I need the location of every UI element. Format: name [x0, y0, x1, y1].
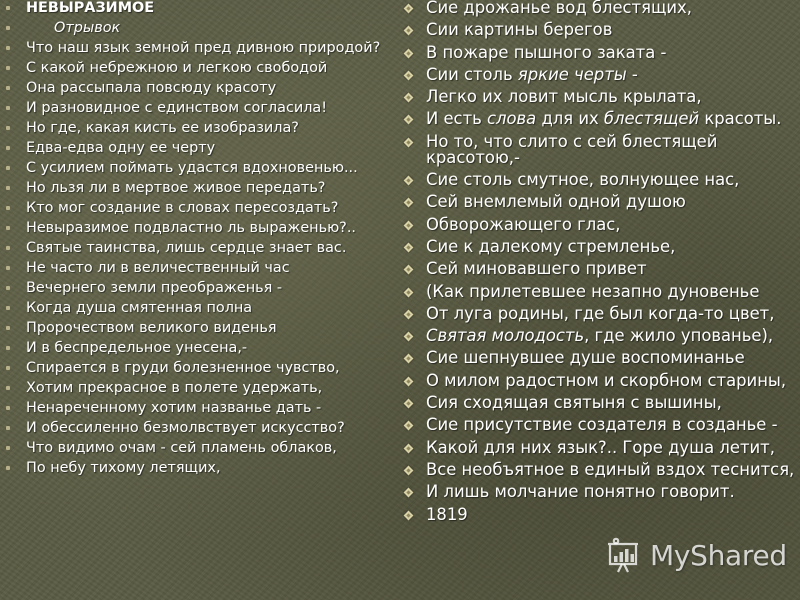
poem-line: [402, 131, 800, 167]
poem-line: [402, 395, 800, 411]
poem-line: [402, 42, 800, 62]
square-bullet-icon: [6, 406, 10, 410]
poem-line: [402, 459, 800, 479]
poem-line: [6, 60, 390, 76]
poem-line: [6, 240, 390, 256]
poem-line: [6, 420, 390, 436]
poem-line-emphasis: яркие черты: [517, 64, 627, 84]
poem-subtitle-text: Отрывок: [54, 20, 121, 36]
poem-line: [402, 194, 800, 210]
poem-line-text: Кто мог создание в словах пересоздать?: [26, 200, 339, 216]
diamond-bullet-icon: [404, 265, 414, 275]
poem-line-text: Вечернего земли преображенья -: [26, 280, 283, 296]
diamond-bullet-icon: [404, 399, 414, 409]
square-bullet-icon: [6, 246, 10, 250]
poem-line: [6, 360, 390, 376]
poem-line: [402, 64, 800, 84]
square-bullet-icon: [6, 306, 10, 310]
diamond-bullet-icon: [404, 377, 414, 387]
right-column: [402, 0, 800, 529]
poem-line: [402, 22, 800, 38]
square-bullet-icon: [6, 466, 10, 470]
poem-line-text: Легко их ловит мысль крылата,: [426, 87, 702, 107]
diamond-bullet-icon: [404, 444, 414, 454]
poem-line-text: Святые таинства, лишь сердце знает вас.: [26, 240, 347, 256]
poem-line: [402, 111, 800, 127]
poem-line-text: Когда душа смятенная полна: [26, 300, 253, 316]
poem-line-text: О милом радостном и скорбном старины,: [426, 370, 787, 390]
square-bullet-icon: [6, 146, 10, 150]
poem-line-text: для их: [536, 109, 604, 129]
diamond-bullet-icon: [404, 421, 414, 431]
diamond-bullet-icon: [404, 176, 414, 186]
poem-line-text: И лишь молчание понятно говорит.: [426, 482, 735, 502]
square-bullet-icon: [6, 26, 10, 30]
square-bullet-icon: [6, 46, 10, 50]
poem-line-text: И разновидное с единством согласила!: [26, 100, 327, 116]
poem-line: [6, 220, 390, 236]
diamond-bullet-icon: [404, 332, 414, 342]
poem-line-text: От луга родины, где был когда-то цвет,: [426, 303, 775, 323]
poem-line: [402, 484, 800, 500]
poem-line: [402, 350, 800, 366]
poem-line-text: И обессиленно безмолвствует искусство?: [26, 420, 345, 436]
poem-line: [402, 417, 800, 433]
poem-line-text: Невыразимое подвластно ль выраженью?..: [26, 220, 356, 236]
poem-line-text: Сия сходящая святыня с вышины,: [426, 393, 722, 413]
poem-subtitle: [6, 20, 390, 36]
poem-line-text: Едва-едва одну ее черту: [26, 140, 216, 156]
poem-line: [402, 89, 800, 105]
right-poem-list: [402, 0, 800, 523]
poem-line: [6, 80, 390, 96]
poem-line: [402, 303, 800, 323]
poem-line-text: В пожаре пышного заката -: [426, 42, 667, 62]
poem-line-text: , где жило упованье),: [584, 326, 774, 346]
poem-line-text: Сие присутствие создателя в созданье -: [426, 415, 778, 435]
poem-line-text: Какой для них язык?.. Горе душа летит,: [426, 437, 775, 457]
poem-line: [6, 380, 390, 396]
poem-line: [402, 236, 800, 256]
myshared-watermark: [604, 536, 787, 576]
diamond-bullet-icon: [404, 26, 414, 36]
poem-line-text: Но льзя ли в мертвое живое передать?: [26, 180, 326, 196]
poem-line-text: Что видимо очам - сей пламень облаков,: [26, 440, 337, 456]
poem-line-emphasis: блестящей: [603, 109, 700, 129]
diamond-bullet-icon: [404, 511, 414, 521]
poem-line-text: Сей внемлемый одной душою: [426, 192, 686, 212]
square-bullet-icon: [6, 266, 10, 270]
square-bullet-icon: [6, 426, 10, 430]
square-bullet-icon: [6, 346, 10, 350]
poem-line: [6, 320, 390, 336]
square-bullet-icon: [6, 106, 10, 110]
poem-line-text: Но то, что слито с сей блестящей красотою,-: [426, 131, 718, 167]
poem-line: [6, 300, 390, 316]
poem-line-text: (Как прилетевшее незапно дуновенье: [426, 281, 760, 301]
poem-line-text: И в беспредельное унесена,-: [26, 340, 248, 356]
poem-line-text: Пророчеством великого виденья: [26, 320, 277, 336]
left-column: [6, 0, 390, 480]
diamond-bullet-icon: [404, 243, 414, 253]
poem-line-text: Сии картины берегов: [426, 20, 613, 40]
poem-line: [6, 100, 390, 116]
poem-line-text: Сие к далекому стремленье,: [426, 236, 676, 256]
poem-line: [6, 200, 390, 216]
poem-title-text: НЕВЫРАЗИМОЕ: [26, 0, 155, 16]
diamond-bullet-icon: [404, 138, 414, 148]
poem-line-text: Хотим прекрасное в полете удержать,: [26, 380, 323, 396]
diamond-bullet-icon: [404, 4, 414, 14]
poem-line: [402, 370, 800, 390]
poem-line: [6, 120, 390, 136]
poem-line-text: По небу тихому летящих,: [26, 460, 221, 476]
diamond-bullet-icon: [404, 198, 414, 208]
diamond-bullet-icon: [404, 310, 414, 320]
diamond-bullet-icon: [404, 93, 414, 103]
square-bullet-icon: [6, 186, 10, 190]
poem-line-text: -: [626, 64, 638, 84]
poem-line-text: Все необъятное в единый вздох теснится,: [426, 459, 795, 479]
left-poem-list: [6, 0, 390, 476]
square-bullet-icon: [6, 206, 10, 210]
poem-line-text: Обворожающего глас,: [426, 214, 621, 234]
poem-line-text: Сей миновавшего привет: [426, 259, 647, 279]
poem-line-text: Сие дрожанье вод блестящих,: [426, 0, 692, 17]
poem-line: [6, 340, 390, 356]
diamond-bullet-icon: [404, 488, 414, 498]
poem-line-text: Что наш язык земной пред дивною природой?: [26, 40, 381, 56]
square-bullet-icon: [6, 86, 10, 90]
presentation-chart-icon: [604, 536, 644, 576]
poem-line-text: Сие столь смутное, волнующее нас,: [426, 170, 740, 190]
poem-line: [402, 214, 800, 234]
poem-line-text: С какой небрежною и легкою свободой: [26, 60, 328, 76]
poem-title: [6, 0, 390, 16]
poem-line-emphasis: слова: [487, 109, 537, 129]
poem-line: [402, 172, 800, 188]
square-bullet-icon: [6, 326, 10, 330]
poem-line: [402, 261, 800, 277]
poem-line: [402, 437, 800, 457]
poem-line-text: Сие шепнувшее душе воспоминанье: [426, 348, 745, 368]
poem-line-emphasis: Святая молодость: [426, 326, 585, 346]
square-bullet-icon: [6, 446, 10, 450]
square-bullet-icon: [6, 166, 10, 170]
diamond-bullet-icon: [404, 466, 414, 476]
watermark-text: MyShared: [650, 539, 787, 572]
diamond-bullet-icon: [404, 71, 414, 81]
poem-line-text: Сии столь: [426, 64, 518, 84]
poem-line-text: 1819: [426, 504, 468, 524]
diamond-bullet-icon: [404, 115, 414, 125]
poem-line-text: Ненареченному хотим названье дать -: [26, 400, 322, 416]
poem-line-text: И есть: [426, 109, 487, 129]
poem-line-text: Но где, какая кисть ее изобразила?: [26, 120, 299, 136]
diamond-bullet-icon: [404, 221, 414, 231]
square-bullet-icon: [6, 386, 10, 390]
square-bullet-icon: [6, 6, 10, 10]
poem-line: [402, 0, 800, 16]
poem-line: [402, 281, 800, 301]
poem-line-text: Она рассыпала повсюду красоту: [26, 80, 277, 96]
poem-line: [6, 180, 390, 196]
square-bullet-icon: [6, 286, 10, 290]
poem-line: [6, 160, 390, 176]
poem-line: [6, 440, 390, 456]
poem-line: [6, 400, 390, 416]
poem-line-text: Спирается в груди болезненное чувство,: [26, 360, 340, 376]
poem-line: [6, 460, 390, 476]
poem-line: [402, 504, 800, 524]
square-bullet-icon: [6, 126, 10, 130]
poem-line-text: красоты.: [699, 109, 782, 129]
poem-line: [6, 40, 390, 56]
square-bullet-icon: [6, 226, 10, 230]
diamond-bullet-icon: [404, 49, 414, 59]
square-bullet-icon: [6, 66, 10, 70]
diamond-bullet-icon: [404, 288, 414, 298]
poem-line-text: Не часто ли в величественный час: [26, 260, 290, 276]
poem-line: [402, 328, 800, 344]
diamond-bullet-icon: [404, 354, 414, 364]
square-bullet-icon: [6, 366, 10, 370]
poem-line: [6, 140, 390, 156]
poem-line: [6, 280, 390, 296]
poem-line-text: С усилием поймать удастся вдохновенью...: [26, 160, 358, 176]
poem-line: [6, 260, 390, 276]
